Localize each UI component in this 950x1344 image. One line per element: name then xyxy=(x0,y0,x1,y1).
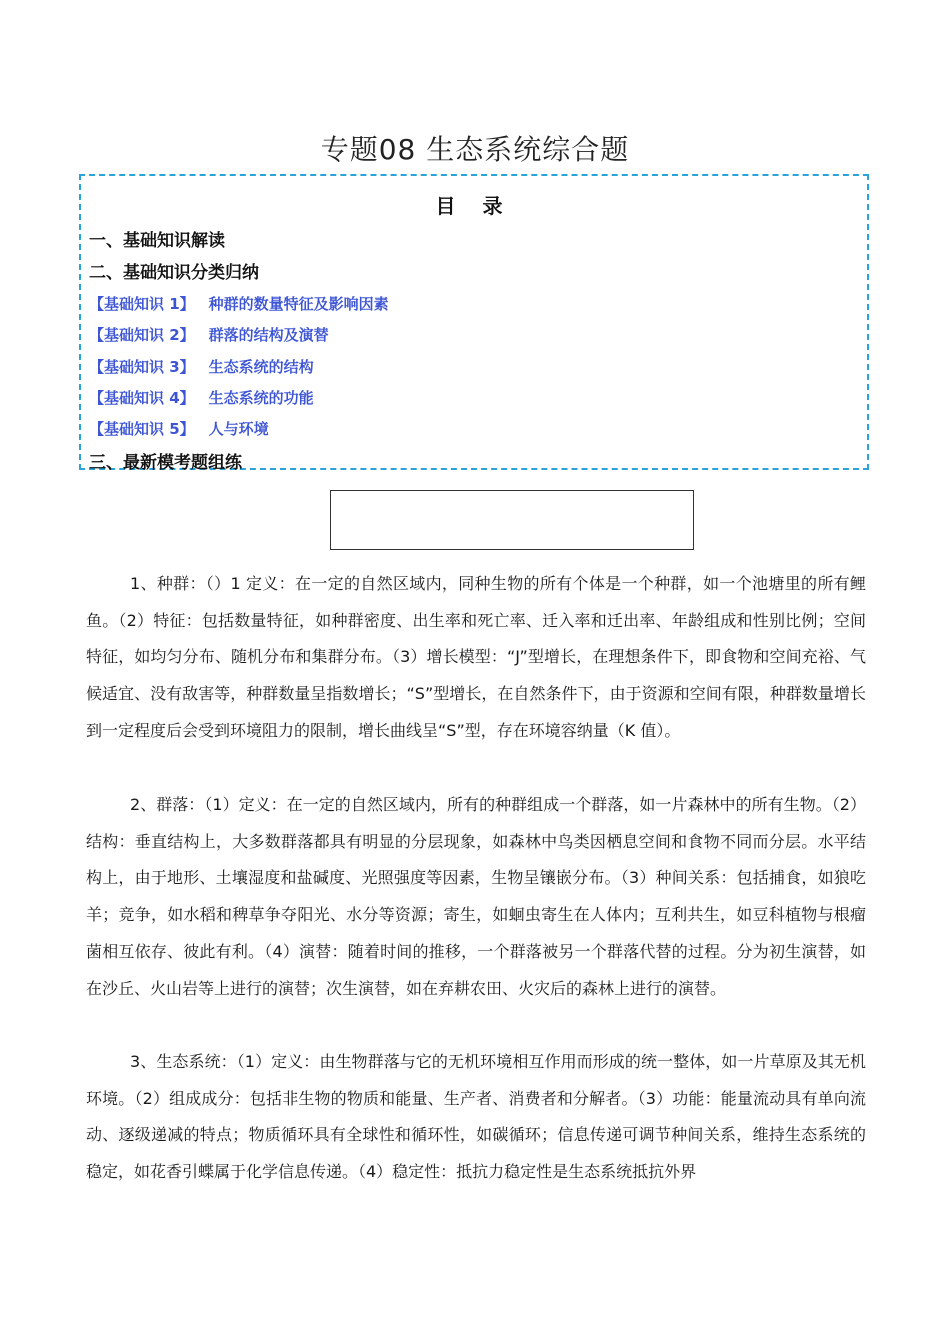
toc-tag: 【基础知识 3】 xyxy=(89,358,195,376)
table-of-contents xyxy=(79,174,869,473)
toc-section-3[interactable]: 三、最新模考题组练 xyxy=(89,453,242,473)
toc-link-knowledge-5[interactable] xyxy=(89,417,269,441)
toc-heading: 目 录 xyxy=(435,194,513,218)
toc-link-knowledge-1[interactable] xyxy=(89,292,389,316)
toc-label: 群落的结构及演替 xyxy=(208,326,329,344)
toc-link-knowledge-2[interactable] xyxy=(89,323,329,347)
document-title: 专题08 生态系统综合题 xyxy=(320,133,630,166)
paragraph-ecosystem: 3、生态系统：（1）定义：由生物群落与它的无机环境相互作用而形成的统一整体，如一片草原及其无机环境。（2）组成成分：包括非生物的物质和能量、生产者、消费者和分解者。（3）功能：能量流动具有单向流动、逐级递减的特点；物质循环具有全球性和循环性，如碳循环；信息传递可调节种间关系，维持生态系统的稳定，如花香引蝶属于化学信息传递。（4）稳定性：抵抗力稳定性是生态系统抵抗外界 xyxy=(86,1052,866,1182)
toc-label: 生态系统的功能 xyxy=(208,389,314,407)
toc-section-2[interactable]: 二、基础知识分类归纳 xyxy=(89,263,259,283)
toc-label: 生态系统的结构 xyxy=(208,358,314,376)
toc-link-knowledge-4[interactable] xyxy=(89,386,314,410)
toc-label: 种群的数量特征及影响因素 xyxy=(208,295,389,313)
paragraph-community: 2、群落：（1）定义：在一定的自然区域内，所有的种群组成一个群落，如一片森林中的所有生物。（2）结构：垂直结构上，大多数群落都具有明显的分层现象，如森林中鸟类因栖息空间和食物不同而分层。水平结构上，由于地形、土壤湿度和盐碱度、光照强度等因素，生物呈镶嵌分布。（3）种间关系：包括捕食，如狼吃羊；竞争，如水稻和稗草争夺阳光、水分等资源；寄生，如蛔虫寄生在人体内；互利共生，如豆科植物与根瘤菌相互依存、彼此有利。（4）演替：随着时间的推移，一个群落被另一个群落代替的过程。分为初生演替，如在沙丘、火山岩等上进行的演替；次生演替，如在弃耕农田、火灾后的森林上进行的演替。 xyxy=(86,795,866,998)
toc-link-knowledge-3[interactable] xyxy=(89,355,314,379)
empty-frame xyxy=(330,490,694,550)
toc-tag: 【基础知识 5】 xyxy=(89,420,195,438)
toc-tag: 【基础知识 4】 xyxy=(89,389,195,407)
paragraph-population: 1、种群：（）1 定义：在一定的自然区域内，同种生物的所有个体是一个种群，如一个池塘里的所有鲤鱼。（2）特征：包括数量特征，如种群密度、出生率和死亡率、迁入率和迁出率、年龄组成和性别比例；空间特征，如均匀分布、随机分布和集群分布。（3）增长模型：“J”型增长，在理想条件下，即食物和空间充裕、气候适宜、没有敌害等，种群数量呈指数增长；“S”型增长，在自然条件下，由于资源和空间有限，种群数量增长到一定程度后会受到环境阻力的限制，增长曲线呈“S”型，存在环境容纳量（K 值）。 xyxy=(86,574,866,740)
toc-label: 人与环境 xyxy=(208,420,269,438)
toc-tag: 【基础知识 1】 xyxy=(89,295,195,313)
toc-tag: 【基础知识 2】 xyxy=(89,326,195,344)
toc-section-1[interactable]: 一、基础知识解读 xyxy=(89,231,225,251)
